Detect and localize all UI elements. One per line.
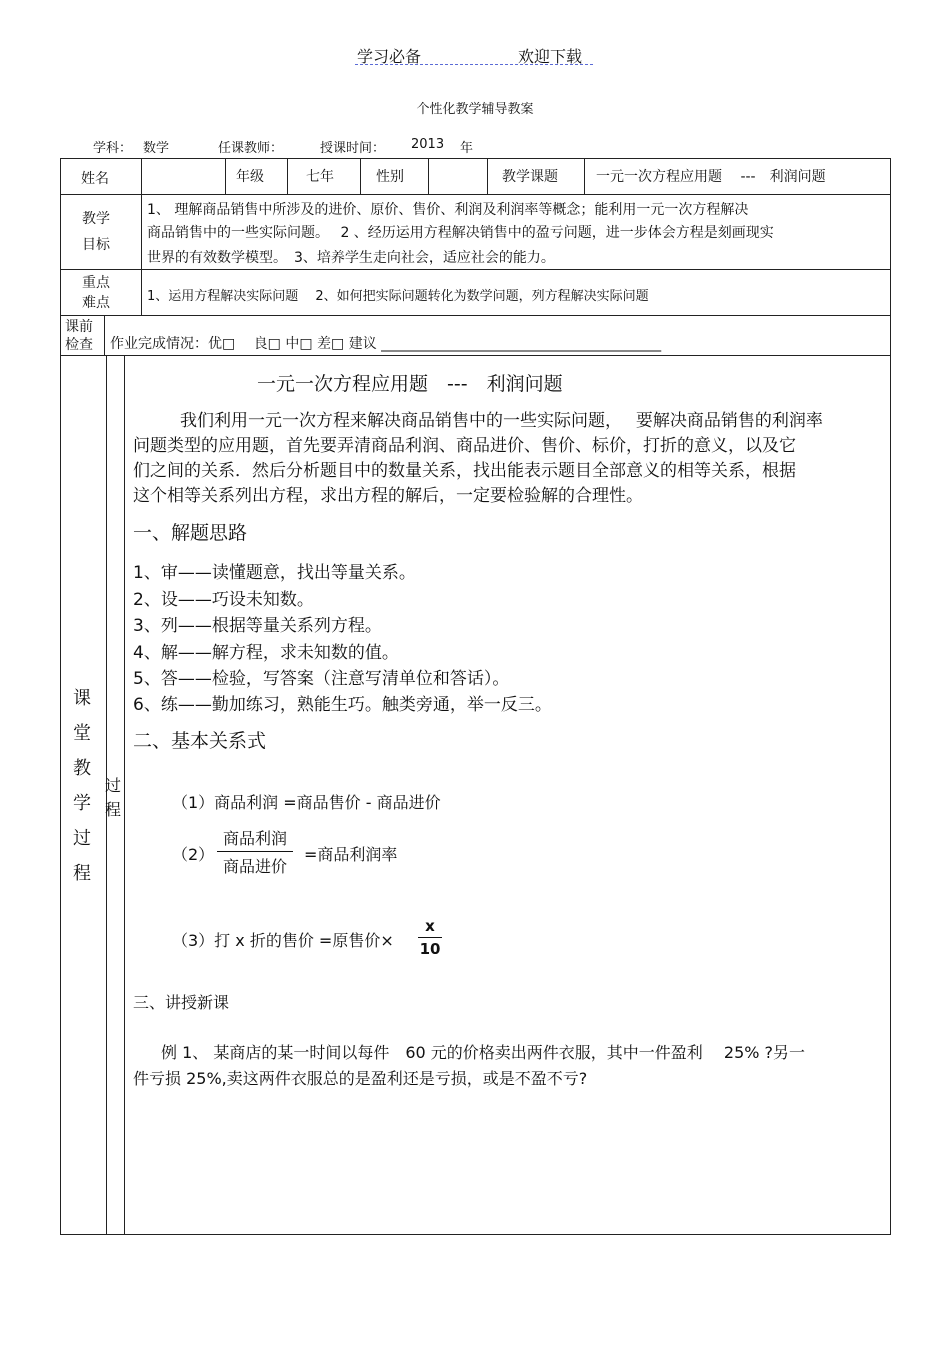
teacher-label: 任课教师： (218, 141, 284, 156)
process-mid-char: 过 (105, 776, 122, 795)
header-right: 欢迎下载 (518, 47, 583, 66)
formula-2-prefix: （2） (172, 845, 215, 864)
formula-3-fraction (418, 917, 442, 958)
col-divider (360, 158, 361, 194)
goals-label-2: 目标 (82, 237, 110, 253)
process-mid-char: 程 (105, 800, 122, 819)
time-label: 授课时间： (320, 141, 386, 156)
section-heading-3: 三、讲授新课 (133, 993, 230, 1012)
topic-label: 教学课题 (502, 169, 558, 185)
year-value: 2013 (411, 137, 445, 152)
keypoints-text: 1、运用方程解决实际问题 2、如何把实际问题转化为数学问题，列方程解决实际问题 (147, 289, 649, 304)
process-label-char: 教 (73, 758, 91, 779)
process-label-char: 课 (73, 688, 91, 709)
check-label-1: 课前 (65, 319, 93, 335)
col-divider (487, 158, 488, 194)
header-left: 学习必备 (357, 47, 422, 66)
intro-line: 这个相等关系列出方程，求出方程的解后，一定要检验解的合理性。 (133, 486, 643, 506)
step-item: 2、设——巧设未知数。 (133, 590, 314, 610)
keypoints-label-1: 重点 (82, 275, 110, 291)
process-label-char: 程 (73, 863, 91, 884)
formula-3-denominator: 10 (419, 940, 441, 958)
formula-3-numerator: x (425, 917, 435, 935)
formula-1: （1）商品利润 =商品售价 - 商品进价 (172, 793, 441, 812)
col-divider (141, 158, 142, 194)
section-heading-2: 二、基本关系式 (133, 730, 267, 752)
content-heading: 一元一次方程应用题 --- 利润问题 (257, 373, 563, 395)
grade-label: 年级 (236, 169, 264, 185)
col-divider (584, 158, 585, 194)
row-divider (60, 194, 891, 195)
formula-2-numerator: 商品利润 (222, 829, 287, 848)
year-unit: 年 (460, 141, 474, 156)
example-line-2: 件亏损 25%,卖这两件衣服总的是盈利还是亏损，或是不盈不亏? (133, 1069, 588, 1088)
keypoints-label-2: 难点 (82, 295, 110, 311)
step-item: 1、审——读懂题意，找出等量关系。 (133, 563, 416, 583)
process-label-char: 堂 (73, 723, 91, 744)
goals-line-2: 商品销售中的一些实际问题。 2 、经历运用方程解决销售中的盈亏问题，进一步体会方程是刻画现实 (147, 225, 774, 241)
topic-value: 一元一次方程应用题 --- 利润问题 (596, 169, 826, 185)
grade-value: 七年 (306, 169, 334, 185)
goals-line-3: 世界的有效数学模型。 3、培养学生走向社会，适应社会的能力。 (147, 250, 555, 266)
formula-2-denominator: 商品进价 (222, 857, 287, 876)
step-item: 6、练——勤加练习，熟能生巧。触类旁通，举一反三。 (133, 695, 552, 715)
row-divider (60, 269, 891, 270)
header-dashed-line (355, 64, 593, 65)
subject-value: 数学 (143, 141, 170, 156)
process-label-char: 过 (73, 828, 91, 849)
goals-label-1: 教学 (82, 211, 110, 227)
row-divider (60, 315, 891, 316)
check-label-2: 检查 (65, 337, 93, 353)
col-divider (141, 194, 142, 315)
formula-3: （3）打 x 折的售价 =原售价× (172, 931, 394, 950)
step-item: 3、列——根据等量关系列方程。 (133, 616, 382, 636)
intro-line: 们之间的关系．然后分析题目中的数量关系，找出能表示题目全部意义的相等关系，根据 (133, 461, 796, 481)
step-item: 5、答——检验，写答案（注意写清单位和答话）。 (133, 669, 510, 689)
check-text: 作业完成情况：优□ 良□ 中□ 差□ 建议 ________________________________________ (110, 336, 662, 352)
name-label: 姓名 (81, 171, 109, 187)
col-divider (225, 158, 226, 194)
subject-label: 学科： (93, 141, 133, 156)
intro-line: 问题类型的应用题，首先要弄清商品利润、商品进价、售价、标价，打折的意义，以及它 (133, 436, 796, 456)
fraction-bar (418, 937, 442, 938)
section-heading-1: 一、解题思路 (133, 522, 248, 544)
col-divider (428, 158, 429, 194)
document-title: 个性化教学辅导教案 (416, 102, 534, 117)
col-divider (124, 355, 125, 1235)
process-label-char: 学 (73, 793, 91, 814)
gender-label: 性别 (376, 169, 404, 185)
row-divider (60, 355, 891, 356)
formula-2-suffix: =商品利润率 (304, 845, 398, 864)
col-divider (287, 158, 288, 194)
goals-line-1: 1、 理解商品销售中所涉及的进价、原价、售价、利润及利润率等概念；能利用一元一次方程解决 (147, 202, 749, 218)
example-line-1: 例 1、 某商店的某一时间以每件 60 元的价格卖出两件衣服，其中一件盈利 25% ?另一 (161, 1043, 806, 1062)
col-divider (104, 315, 105, 355)
fraction-bar (217, 851, 293, 852)
intro-line: 我们利用一元一次方程来解决商品销售中的一些实际问题， 要解决商品销售的利润率 (180, 411, 823, 431)
step-item: 4、解——解方程，求未知数的值。 (133, 643, 399, 663)
formula-2-fraction (217, 826, 293, 877)
